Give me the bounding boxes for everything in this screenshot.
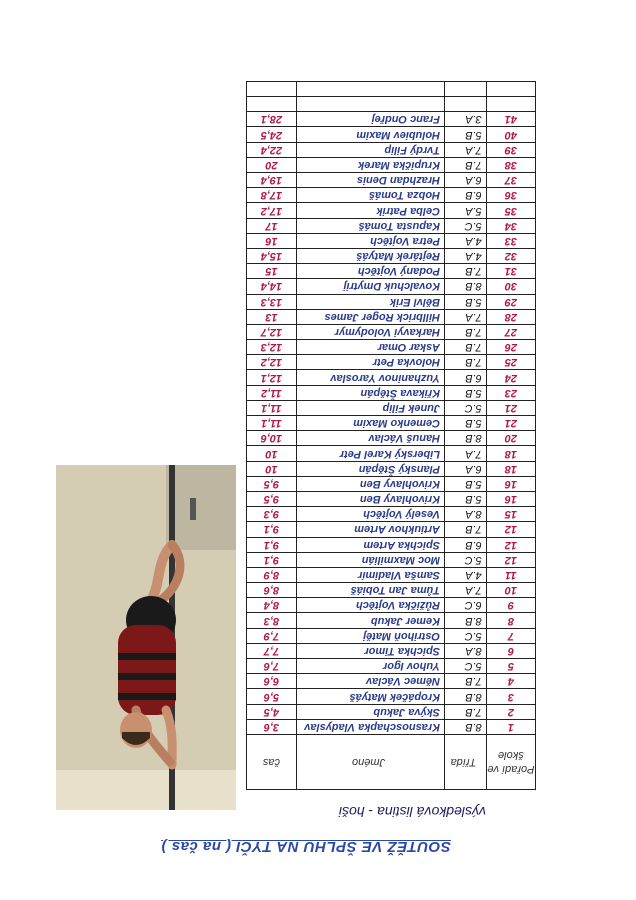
empty-row <box>247 82 536 97</box>
results-body <box>247 112 536 735</box>
cell-class: 7.B <box>445 340 487 355</box>
table-row <box>247 188 536 203</box>
cell-class: 6.B <box>445 370 487 385</box>
table-row <box>247 613 536 628</box>
cell-class: 5.C <box>445 218 487 233</box>
cell-class: 5.B <box>445 127 487 142</box>
cell-name: Holubiev Maxim <box>296 127 444 142</box>
cell-name: Kapusta Tomáš <box>296 218 444 233</box>
cell-rank: 32 <box>486 249 535 264</box>
cell-rank: 11 <box>486 567 535 582</box>
cell-class: 4.A <box>445 249 487 264</box>
table-row <box>247 309 536 324</box>
cell-rank: 26 <box>486 340 535 355</box>
cell-time: 15,4 <box>247 249 297 264</box>
cell-rank: 16 <box>486 492 535 507</box>
cell-rank: 10 <box>486 583 535 598</box>
table-row <box>247 400 536 415</box>
cell-rank: 21 <box>486 416 535 431</box>
door-handle-icon <box>190 498 196 520</box>
cell-time: 10,6 <box>247 431 297 446</box>
cell-time: 22,4 <box>247 142 297 157</box>
cell-class: 5.C <box>445 552 487 567</box>
table-row <box>247 218 536 233</box>
cell-time: 7,9 <box>247 628 297 643</box>
table-row <box>247 552 536 567</box>
cell-class: 5.C <box>445 659 487 674</box>
cell-rank: 7 <box>486 628 535 643</box>
cell-time: 8,6 <box>247 583 297 598</box>
cell-rank: 12 <box>486 537 535 552</box>
document-subtitle: výsledková listina - hoši <box>338 804 486 820</box>
cell-time: 16 <box>247 233 297 248</box>
cell-class: 7.A <box>445 583 487 598</box>
climbing-photo <box>56 465 236 810</box>
table-row <box>247 340 536 355</box>
cell-rank: 33 <box>486 233 535 248</box>
cell-name: Rejtárek Matyáš <box>296 249 444 264</box>
cell-time: 24,5 <box>247 127 297 142</box>
cell-rank: 4 <box>486 674 535 689</box>
table-row <box>247 157 536 172</box>
cell-time: 12,1 <box>247 370 297 385</box>
cell-name: Krupička Marek <box>296 157 444 172</box>
cell-class: 8.A <box>445 507 487 522</box>
cell-rank: 16 <box>486 476 535 491</box>
table-row <box>247 431 536 446</box>
cell-time: 13 <box>247 309 297 324</box>
cell-time: 8,4 <box>247 598 297 613</box>
cell-time: 13,3 <box>247 294 297 309</box>
cell-name: Krivohlavy Ben <box>296 492 444 507</box>
cell-name: Cemenko Maxim <box>296 416 444 431</box>
cell-time: 15 <box>247 264 297 279</box>
cell-rank: 18 <box>486 446 535 461</box>
cell-rank: 34 <box>486 218 535 233</box>
table-row <box>247 142 536 157</box>
cell-rank: 35 <box>486 203 535 218</box>
cell-class: 7.B <box>445 264 487 279</box>
table-row <box>247 522 536 537</box>
cell-class: 6.A <box>445 461 487 476</box>
cell-class: 8.B <box>445 431 487 446</box>
table-row <box>247 583 536 598</box>
cell-class: 5.B <box>445 385 487 400</box>
cell-class: 5.B <box>445 476 487 491</box>
cell-name: Podaný Vojtěch <box>296 264 444 279</box>
cell-name: Kropáček Matyáš <box>296 689 444 704</box>
cell-name: Ostrihoň Matěj <box>296 628 444 643</box>
table-row <box>247 674 536 689</box>
cell-time: 6,6 <box>247 674 297 689</box>
cell-name: Kovalchuk Dmytrij <box>296 279 444 294</box>
cell-name: Krivohlavy Ben <box>296 476 444 491</box>
cell-time: 9,1 <box>247 522 297 537</box>
table-row <box>247 476 536 491</box>
cell-time: 20 <box>247 157 297 172</box>
cell-time: 12,3 <box>247 340 297 355</box>
cell-name: Celba Patrik <box>296 203 444 218</box>
table-row <box>247 385 536 400</box>
cell-name: Liberský Karel Petr <box>296 446 444 461</box>
table-row <box>247 203 536 218</box>
cell-name: Skýva Jakub <box>296 704 444 719</box>
cell-time: 9,1 <box>247 537 297 552</box>
cell-rank: 24 <box>486 370 535 385</box>
cell-time: 4,5 <box>247 704 297 719</box>
cell-class: 8.B <box>445 279 487 294</box>
cell-name: Hobza Tomáš <box>296 188 444 203</box>
table-row <box>247 127 536 142</box>
table-row <box>247 324 536 339</box>
cell-name: Růžička Vojtěch <box>296 598 444 613</box>
table-row <box>247 689 536 704</box>
cell-name: Planský Štěpán <box>296 461 444 476</box>
cell-name: Veselý Vojtěch <box>296 507 444 522</box>
cell-class: 7.B <box>445 704 487 719</box>
cell-name: Junek Filip <box>296 400 444 415</box>
cell-name: Franc Ondřej <box>296 112 444 127</box>
cell-time: 9,5 <box>247 492 297 507</box>
cell-class: 7.A <box>445 142 487 157</box>
table-row <box>247 233 536 248</box>
cell-rank: 6 <box>486 643 535 658</box>
cell-name: Bělvl Erik <box>296 294 444 309</box>
table-row <box>247 507 536 522</box>
table-row <box>247 704 536 719</box>
cell-rank: 12 <box>486 552 535 567</box>
table-row <box>247 567 536 582</box>
climber-illustration <box>56 465 236 810</box>
cell-name: Artiukhov Artem <box>296 522 444 537</box>
table-row <box>247 294 536 309</box>
cell-class: 8.B <box>445 689 487 704</box>
table-row <box>247 643 536 658</box>
cell-time: 8,3 <box>247 613 297 628</box>
cell-time: 17,2 <box>247 203 297 218</box>
header-time: čas <box>247 735 297 790</box>
cell-class: 6.A <box>445 173 487 188</box>
cell-class: 5.C <box>445 400 487 415</box>
header-class: Třída <box>445 735 487 790</box>
cell-class: 8.B <box>445 613 487 628</box>
cell-rank: 41 <box>486 112 535 127</box>
cell-rank: 1 <box>486 719 535 734</box>
table-row <box>247 628 536 643</box>
cell-name: Askar Omar <box>296 340 444 355</box>
cell-name: Hanuš Václav <box>296 431 444 446</box>
cell-name: Tůma Jan Tobiáš <box>296 583 444 598</box>
cell-name: Tvrdý Filip <box>296 142 444 157</box>
cell-name: Yuhov Igor <box>296 659 444 674</box>
cell-class: 4.A <box>445 233 487 248</box>
cell-name: Kemer Jakub <box>296 613 444 628</box>
table-row <box>247 416 536 431</box>
cell-class: 5.A <box>445 203 487 218</box>
cell-class: 7.A <box>445 309 487 324</box>
cell-class: 5.B <box>445 294 487 309</box>
cell-rank: 20 <box>486 431 535 446</box>
cell-time: 7,7 <box>247 643 297 658</box>
cell-time: 19,4 <box>247 173 297 188</box>
table-row <box>247 461 536 476</box>
cell-time: 11,1 <box>247 400 297 415</box>
cell-name: Hrazhdan Denis <box>296 173 444 188</box>
cell-rank: 36 <box>486 188 535 203</box>
table-row <box>247 659 536 674</box>
cell-name: Yuzhaninov Yaroslav <box>296 370 444 385</box>
cell-rank: 23 <box>486 385 535 400</box>
cell-class: 7.B <box>445 355 487 370</box>
table-row <box>247 492 536 507</box>
table-row <box>247 173 536 188</box>
table-row <box>247 719 536 734</box>
cell-time: 14,4 <box>247 279 297 294</box>
cell-rank: 5 <box>486 659 535 674</box>
cell-class: 7.A <box>445 446 487 461</box>
cell-rank: 30 <box>486 279 535 294</box>
cell-time: 12,2 <box>247 355 297 370</box>
cell-class: 3.A <box>445 112 487 127</box>
results-table <box>246 81 536 790</box>
cell-rank: 37 <box>486 173 535 188</box>
cell-rank: 2 <box>486 704 535 719</box>
cell-name: Samša Vladimír <box>296 567 444 582</box>
header-name: Jméno <box>296 735 444 790</box>
cell-class: 7.B <box>445 522 487 537</box>
table-row <box>247 537 536 552</box>
cell-rank: 21 <box>486 400 535 415</box>
cell-time: 11,1 <box>247 416 297 431</box>
cell-name: Holovka Petr <box>296 355 444 370</box>
header-rank: Pořadí ve škole <box>486 735 535 790</box>
cell-time: 10 <box>247 461 297 476</box>
cell-time: 8,9 <box>247 567 297 582</box>
table-row <box>247 279 536 294</box>
cell-name: Krasnoschapka Vladyslav <box>296 719 444 734</box>
cell-name: Harkavyi Volodymyr <box>296 324 444 339</box>
cell-class: 8.B <box>445 719 487 734</box>
cell-class: 7.B <box>445 324 487 339</box>
cell-time: 7,6 <box>247 659 297 674</box>
cell-class: 5.C <box>445 628 487 643</box>
cell-rank: 15 <box>486 507 535 522</box>
cell-class: 5.B <box>445 492 487 507</box>
cell-rank: 8 <box>486 613 535 628</box>
empty-row <box>247 97 536 112</box>
table-row <box>247 370 536 385</box>
table-row <box>247 264 536 279</box>
table-row <box>247 355 536 370</box>
cell-time: 5,6 <box>247 689 297 704</box>
cell-time: 9,1 <box>247 552 297 567</box>
cell-name: Němec Václav <box>296 674 444 689</box>
cell-time: 10 <box>247 446 297 461</box>
header-row <box>247 735 536 790</box>
cell-class: 5.B <box>445 416 487 431</box>
cell-rank: 27 <box>486 324 535 339</box>
cell-rank: 3 <box>486 689 535 704</box>
cell-class: 6.B <box>445 537 487 552</box>
cell-rank: 18 <box>486 461 535 476</box>
cell-rank: 40 <box>486 127 535 142</box>
cell-time: 12,7 <box>247 324 297 339</box>
table-row <box>247 446 536 461</box>
cell-name: Hillbrick Roger James <box>296 309 444 324</box>
cell-class: 4.A <box>445 567 487 582</box>
document-title: SOUTĚŽ VE ŠPLHU NA TYČI ( na čas ) <box>161 838 451 855</box>
table-row <box>247 598 536 613</box>
cell-class: 7.B <box>445 674 487 689</box>
cell-time: 17,8 <box>247 188 297 203</box>
cell-class: 7.B <box>445 157 487 172</box>
cell-time: 9,5 <box>247 476 297 491</box>
cell-time: 11,2 <box>247 385 297 400</box>
cell-time: 3,6 <box>247 719 297 734</box>
cell-class: 6.B <box>445 188 487 203</box>
cell-name: Spichka Timor <box>296 643 444 658</box>
cell-class: 6.C <box>445 598 487 613</box>
cell-name: Petra Vojtěch <box>296 233 444 248</box>
cell-name: Moc Maxmilián <box>296 552 444 567</box>
cell-rank: 31 <box>486 264 535 279</box>
cell-rank: 9 <box>486 598 535 613</box>
cell-class: 8.A <box>445 643 487 658</box>
table-row <box>247 112 536 127</box>
cell-rank: 25 <box>486 355 535 370</box>
cell-name: Křikava Štěpán <box>296 385 444 400</box>
cell-time: 17 <box>247 218 297 233</box>
cell-rank: 28 <box>486 309 535 324</box>
table-row <box>247 249 536 264</box>
cell-name: Spichka Artem <box>296 537 444 552</box>
cell-rank: 39 <box>486 142 535 157</box>
cell-rank: 12 <box>486 522 535 537</box>
cell-rank: 29 <box>486 294 535 309</box>
cell-rank: 38 <box>486 157 535 172</box>
cell-time: 9,3 <box>247 507 297 522</box>
cell-time: 28,1 <box>247 112 297 127</box>
